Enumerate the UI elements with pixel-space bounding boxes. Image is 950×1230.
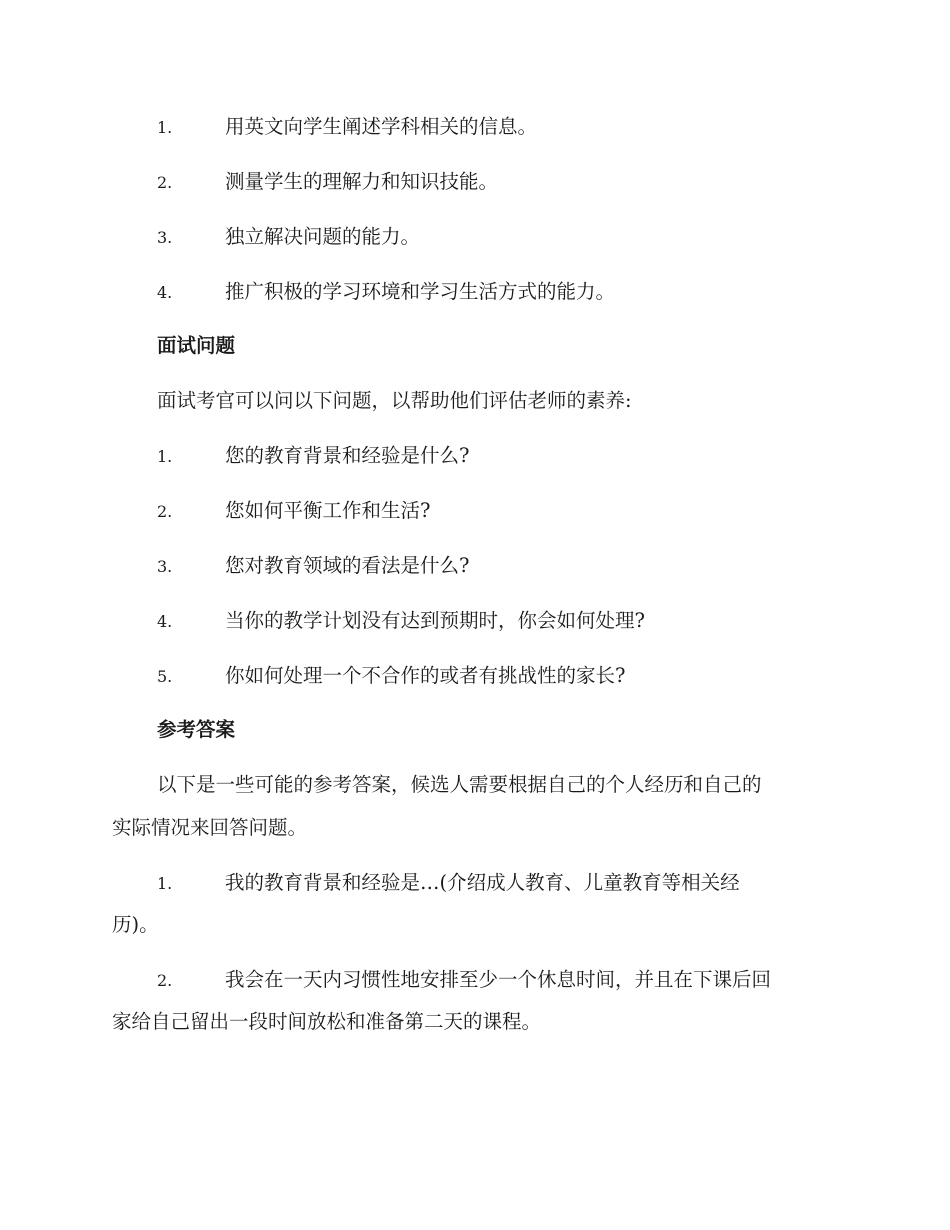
list-item-text: 独立解决问题的能力。 [225, 225, 421, 248]
list-item-text: 你如何处理一个不合作的或者有挑战性的家长? [225, 664, 626, 687]
list-item-number: 3. [157, 557, 173, 576]
list-item-text: 推广积极的学习环境和学习生活方式的能力。 [225, 280, 616, 303]
answer-item-line2: 家给自己留出一段时间放松和准备第二天的课程。 [112, 1010, 542, 1033]
list-item-text: 您对教育领域的看法是什么? [225, 554, 470, 577]
list-item-number: 4. [157, 612, 173, 631]
list-item-text: 您的教育背景和经验是什么? [225, 444, 470, 467]
list-item-text: 当你的教学计划没有达到预期时，你会如何处理? [225, 609, 645, 632]
interview-intro: 面试考官可以问以下问题，以帮助他们评估老师的素养: [157, 389, 632, 412]
answer-item-line1: 我会在一天内习惯性地安排至少一个休息时间，并且在下课后回 [225, 968, 772, 991]
section-heading-answers: 参考答案 [157, 718, 236, 741]
list-item-number: 2. [157, 502, 173, 521]
list-item-number: 1. [157, 874, 173, 893]
list-item-number: 3. [157, 228, 173, 247]
answers-intro-line2: 实际情况来回答问题。 [112, 816, 308, 839]
answer-item-line1: 我的教育背景和经验是…(介绍成人教育、儿童教育等相关经 [225, 871, 740, 894]
list-item-number: 2. [157, 173, 173, 192]
list-item-text: 您如何平衡工作和生活? [225, 499, 431, 522]
list-item-number: 1. [157, 447, 173, 466]
list-item-number: 1. [157, 118, 173, 137]
list-item-text: 用英文向学生阐述学科相关的信息。 [225, 115, 538, 138]
list-item-text: 测量学生的理解力和知识技能。 [225, 170, 499, 193]
answer-item-line2: 历)。 [112, 913, 159, 936]
list-item-number: 2. [157, 971, 173, 990]
list-item-number: 5. [157, 667, 173, 686]
list-item-number: 4. [157, 283, 173, 302]
section-heading-interview: 面试问题 [157, 334, 236, 357]
answers-intro-line1: 以下是一些可能的参考答案，候选人需要根据自己的个人经历和自己的 [157, 773, 762, 796]
